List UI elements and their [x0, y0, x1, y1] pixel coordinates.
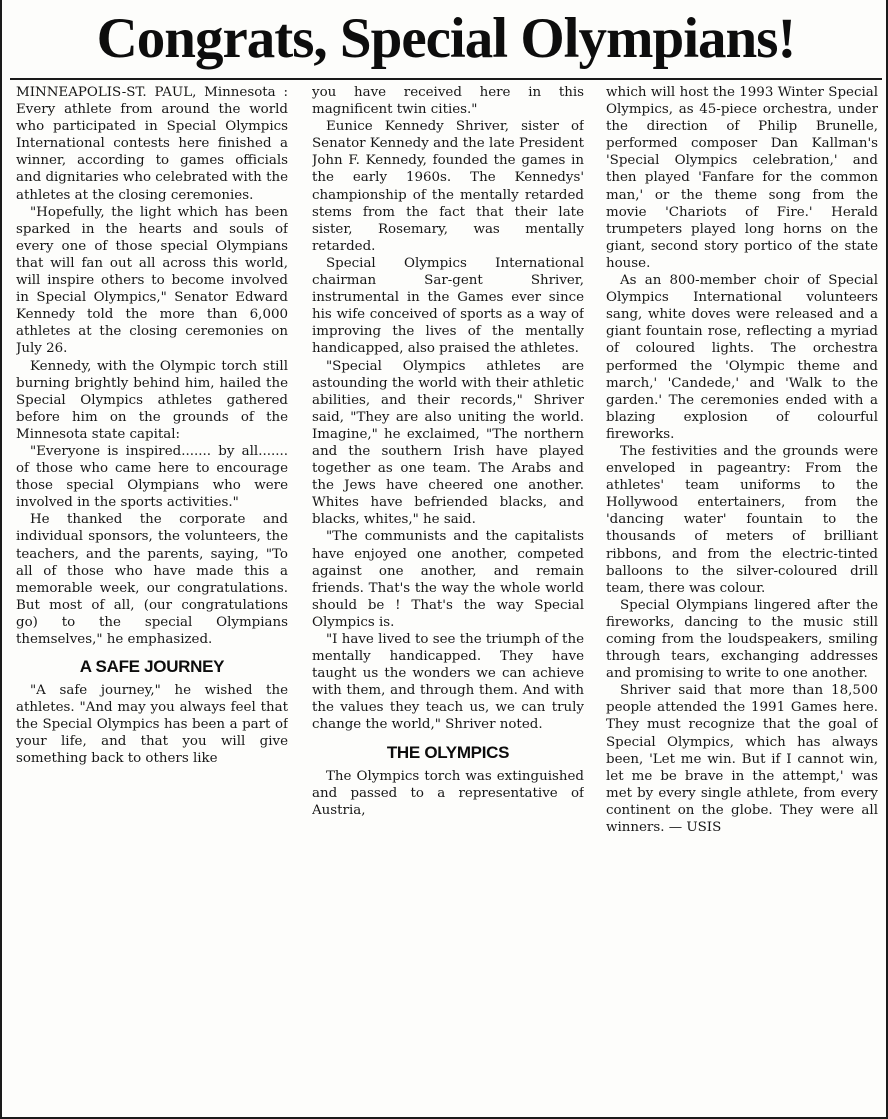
paragraph-dateline: MINNEAPOLIS-ST. PAUL, Minnesota : Every athlete from around the world who participated in Special Olympics International contests here finished a winner, according to games officials and dignitaries who celebrated with the athletes at the closing ceremonies. [16, 85, 288, 203]
paragraph: Special Olympians lingered after the fireworks, dancing to the music still coming from the loudspeakers, smiling through tears, exchanging addresses and promising to write to one another. [606, 597, 878, 682]
article-column-1 [16, 84, 288, 1109]
paragraph: "Special Olympics athletes are astounding the world with their athletic abilities, and their records," Shriver said, "They are also uniting the world. Imagine," he exclaimed, "The northern and the southern Irish have played together as one team. The Arabs and the Jews have cheered one another. Whites have befriended blacks, and blacks, whites," he said. [312, 358, 584, 528]
paragraph: As an 800-member choir of Special Olympics International volunteers sang, white doves were released and a giant fountain rose, reflecting a myriad of coloured lights. The orchestra performed the 'Olympic theme and march,' 'Candede,' and 'Walk to the garden.' The ceremonies ended with a blazing explosion of colourful fireworks. [606, 273, 878, 442]
paragraph: Shriver said that more than 18,500 people attended the 1991 Games here. They must recognize that the goal of Special Olympics, which has always been, 'Let me win. But if I cannot win, let me be brave in the attempt,' was met by every single athlete, from every continent on the globe. They were all winners. — USIS [606, 683, 878, 836]
paragraph: "The communists and the capitalists have enjoyed one another, competed against one another, and remain friends. That's the way the whole world should be ! That's the way Special Olympics is. [312, 529, 584, 630]
paragraph: "I have lived to see the triumph of the mentally handicapped. They have taught us the wonders we can achieve with them, and through them. And with the values they teach us, we can truly change the world," Shriver noted. [312, 632, 584, 733]
paragraph: The Olympics torch was extinguished and passed to a representative of Austria, [312, 768, 584, 818]
paragraph: Eunice Kennedy Shriver, sister of Senator Kennedy and the late President John F. Kennedy, founded the games in the early 1960s. The Kennedys' championship of the mentally retarded stems from the fact that their late sister, Rosemary, was mentally retarded. [312, 119, 584, 254]
paragraph-continued: which will host the 1993 Winter Special Olympics, as 45-piece orchestra, under the direction of Philip Brunelle, performed composer Dan Kallman's 'Special Olympics celebration,' and then played 'Fanfare for the common man,' or the theme song from the movie 'Chariots of Fire.' Herald trumpeters played long horns on the giant, second story portico of the state house. [606, 85, 878, 271]
paragraph: Special Olympics International chairman Sar-gent Shriver, instrumental in the Games ever since his wife conceived of sports as a way of improving the lives of the mentally handicapped, also praised the athletes. [312, 255, 584, 357]
headline-rule [10, 78, 882, 80]
paragraph: Kennedy, with the Olympic torch still burning brightly behind him, hailed the Special Olympics athletes gathered before him on the grounds of the Minnesota state capital: [16, 358, 288, 442]
subheading-safe-journey: A SAFE JOURNEY [79, 657, 225, 677]
article-column-2 [312, 84, 584, 1109]
paragraph: "Hopefully, the light which has been sparked in the hearts and souls of every one of those special Olympians that will fan out all across this world, will inspire others to become involved in Special Olympics," Senator Edward Kennedy told the more than 6,000 athletes at the closing ceremonies on July 26. [16, 204, 288, 357]
paragraph: He thanked the corporate and individual sponsors, the volunteers, the teachers, and the parents, saying, "To all of those who have made this a memorable week, our congratulations. But most of all, (our congratulations go) to the special Olympians themselves," he emphasized. [16, 512, 288, 647]
paragraph: The festivities and the grounds were enveloped in pageantry: From the athletes' team uniforms to the Hollywood entertainers, from the 'dancing water' fountain to the thousands of meters of brilliant ribbons, and from the electric-tinted balloons to the silver-coloured drill team, there was colour. [606, 443, 878, 596]
paragraph-continued: you have received here in this magnificent twin cities." [312, 85, 584, 118]
paragraph: "A safe journey," he wished the athletes. "And may you always feel that the Special Olympics has been a part of your life, and that you will give something back to others like [16, 683, 288, 767]
paragraph: "Everyone is inspired....... by all....... of those who came here to encourage those special Olympians who were involved in the sports activities." [16, 443, 288, 511]
subheading-the-olympics: THE OLYMPICS [386, 742, 510, 762]
headline: Congrats, Special Olympians! [96, 7, 796, 70]
article-column-3 [606, 84, 878, 1109]
